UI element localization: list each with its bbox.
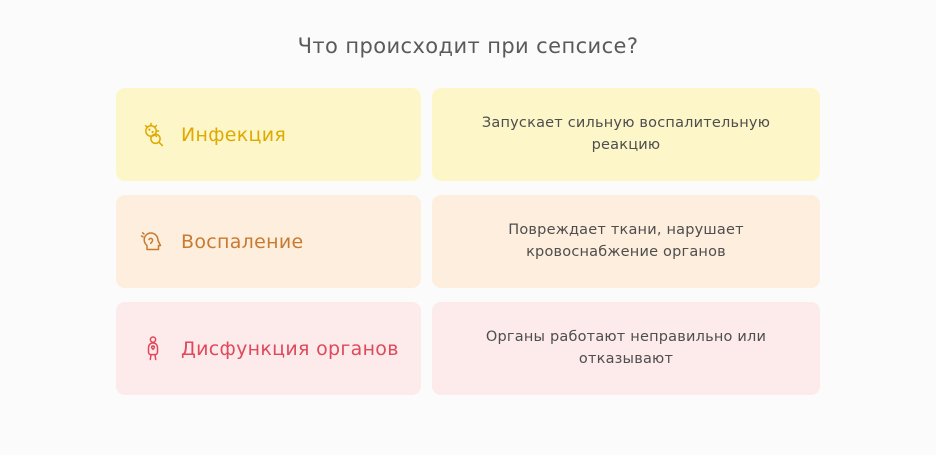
row-label-text: Воспаление (181, 230, 304, 253)
page-title: Что происходит при сепсисе? (297, 34, 639, 58)
row-label-text: Инфекция (181, 123, 287, 146)
rows-container (0, 88, 936, 395)
row-description-cell-inflammation (432, 195, 820, 288)
row-description-cell-infection (432, 88, 820, 181)
row-label-cell-inflammation[interactable] (116, 195, 421, 288)
table-row (116, 195, 820, 288)
table-row (116, 302, 820, 395)
row-label-cell-infection[interactable] (116, 88, 421, 181)
table-row (116, 88, 820, 181)
germ-magnifier-icon (138, 120, 168, 150)
row-label-cell-organ-dysfunction[interactable] (116, 302, 421, 395)
row-label-text: Дисфункция органов (181, 337, 399, 360)
row-description-cell-organ-dysfunction (432, 302, 820, 395)
person-organs-icon (138, 334, 168, 364)
row-description-text: Повреждает ткани, нарушает кровоснабжение органов (508, 222, 744, 260)
head-inflammation-icon (138, 227, 168, 257)
row-description-text: Органы работают неправильно или отказывают (485, 329, 767, 367)
row-description-text: Запускает сильную воспалительную реакцию (481, 115, 771, 153)
